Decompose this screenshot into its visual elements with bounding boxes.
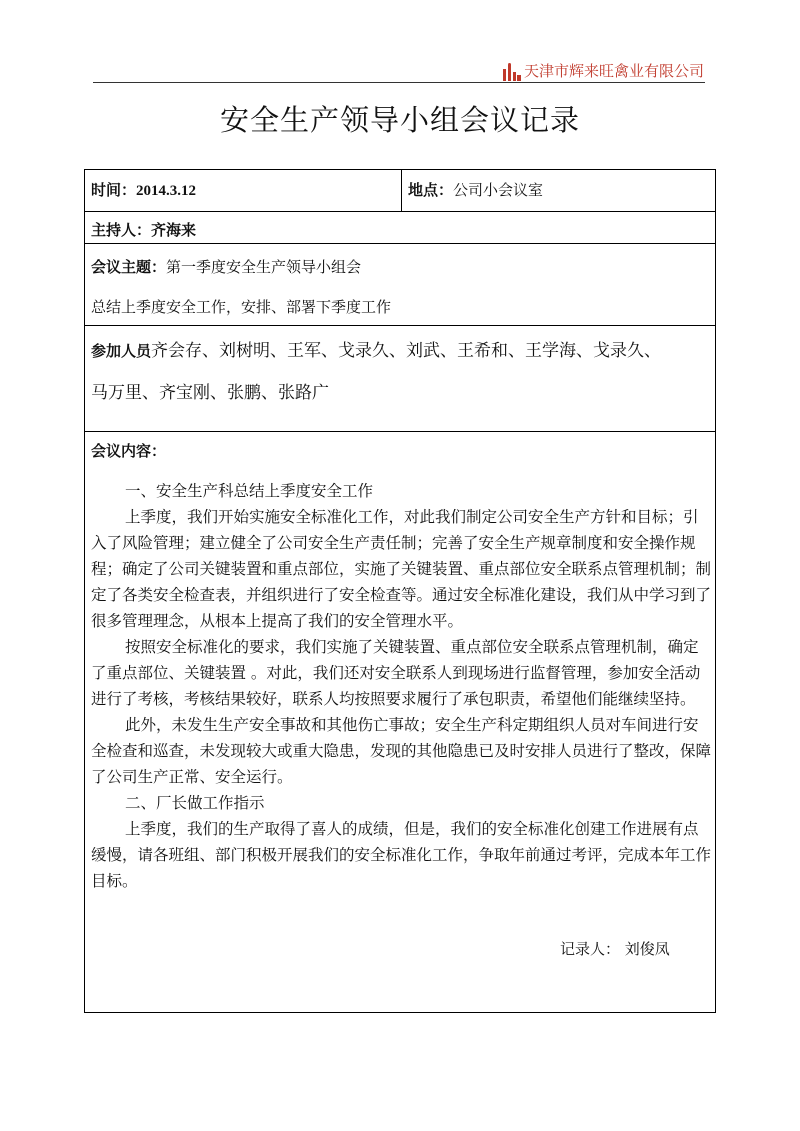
section-heading-1: 一、安全生产科总结上季度安全工作 [125, 482, 374, 500]
company-header [502, 60, 704, 81]
topic-value: 第一季度安全生产领导小组会 [166, 258, 362, 276]
host-row [85, 212, 715, 244]
host-label: 主持人： [91, 221, 152, 239]
attendees-line1 [91, 336, 661, 361]
content-paragraph: 按照安全标准化的要求，我们实施了关键装置、重点部位安全联系点管理机制，确定了重点部位、关键装置 。对此，我们还对安全联系人到现场进行监督管理，参加安全活动进行了考核，考核结果较好，联系人均按照要求履行了承包职责，希望他们能继续坚持。 [91, 638, 701, 708]
topic-line1 [91, 256, 361, 277]
time-value: 2014.3.12 [136, 183, 197, 199]
place-cell [408, 179, 543, 200]
recorder: 记录人： 刘俊凤 [560, 940, 670, 958]
time-cell [91, 179, 196, 200]
time-place-row [85, 170, 715, 212]
attendees-line2: 马万里、齐宝刚、张鹏、张路广 [91, 383, 329, 403]
content-body [91, 478, 711, 894]
time-label: 时间： [91, 181, 137, 199]
cell-divider [401, 170, 402, 211]
topic-line2: 总结上季度安全工作，安排、部署下季度工作 [91, 298, 392, 316]
content-paragraph: 此外，未发生生产安全事故和其他伤亡事故；安全生产科定期组织人员对车间进行安全检查和巡查，未发现较大或重大隐患，发现的其他隐患已及时安排人员进行了整改，保障了公司生产正常、安全运行。 [91, 716, 712, 786]
place-value: 公司小会议室 [453, 181, 544, 199]
attendees-names-1: 齐会存、刘树明、王军、戈录久、刘武、王希和、王学海、戈录久、 [151, 341, 662, 361]
page-title: 安全生产领导小组会议记录 [219, 103, 580, 137]
content-paragraph: 上季度，我们的生产取得了喜人的成绩，但是，我们的安全标准化创建工作进展有点缓慢，请各班组、部门积极开展我们的安全标准化工作，争取年前通过考评，完成本年工作目标。 [91, 820, 712, 890]
attendees-label: 参加人员 [91, 342, 152, 360]
place-label: 地点： [408, 181, 454, 199]
host-cell [91, 219, 196, 240]
company-logo-icon [502, 63, 522, 81]
topic-row [85, 244, 715, 326]
content-paragraph: 上季度，我们开始实施安全标准化工作，对此我们制定公司安全生产方针和目标；引入了风险管理；建立健全了公司安全生产责任制；完善了安全生产规章制度和安全操作规程；确定了公司关键装置和重点部位，实施了关键装置、重点部位安全联系点管理机制；制定了各类安全检查表，并组织进行了安全检查等。通过安全标准化建设，我们从中学习到了很多管理理念，从根本上提高了我们的安全管理水平。 [91, 508, 712, 630]
header-divider [93, 82, 705, 83]
meeting-record-table [84, 169, 716, 1013]
attendees-row [85, 326, 715, 432]
section-heading-2: 二、厂长做工作指示 [125, 794, 265, 812]
company-name: 天津市辉来旺禽业有限公司 [523, 62, 704, 80]
host-value: 齐海来 [151, 221, 197, 239]
content-label: 会议内容： [91, 442, 167, 460]
topic-label: 会议主题： [91, 258, 167, 276]
